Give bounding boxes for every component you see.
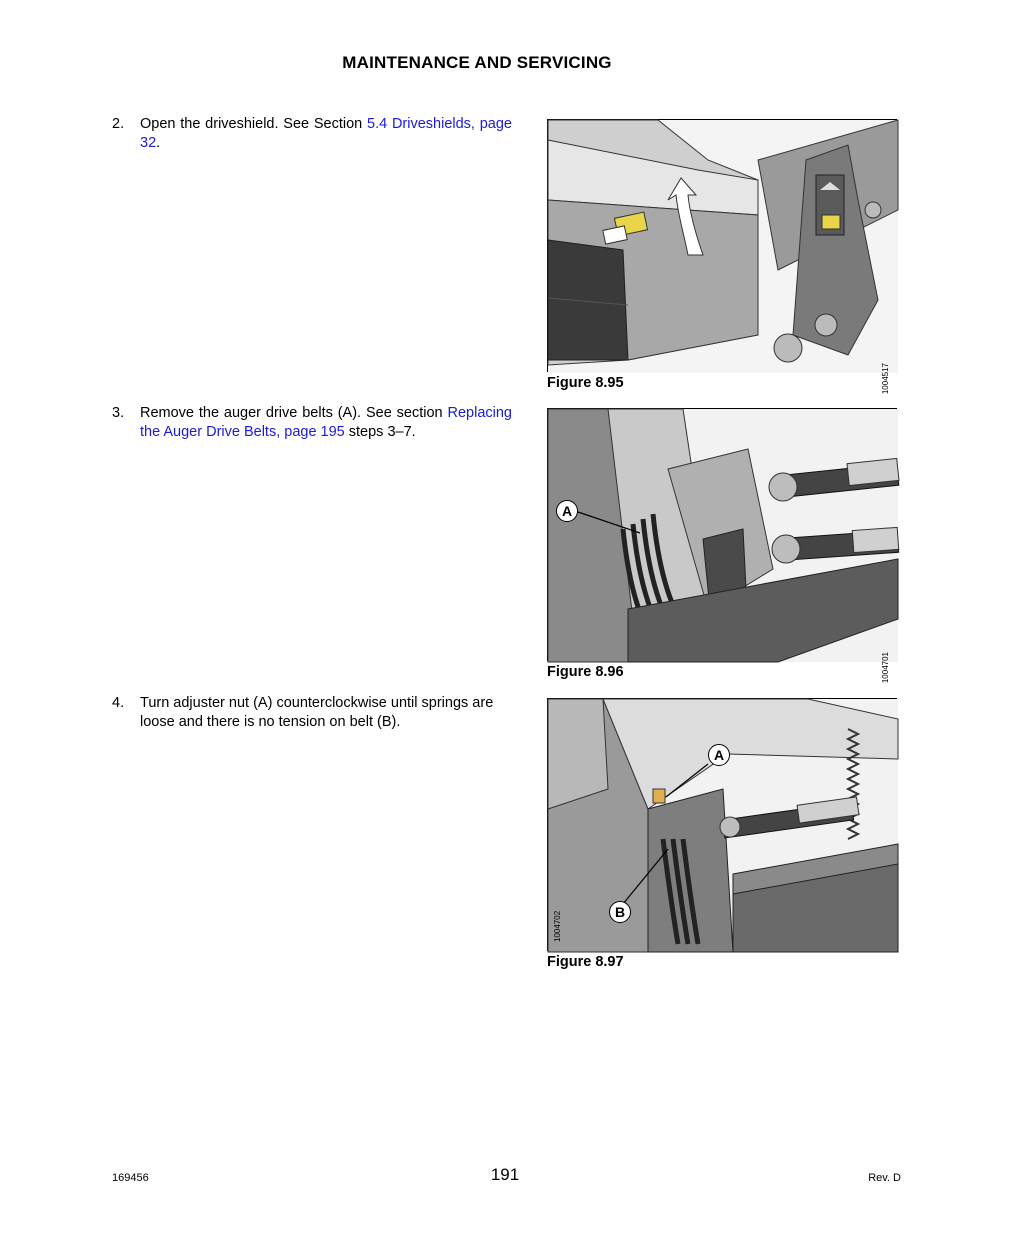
- step-number: 3.: [112, 405, 125, 421]
- step-2: [112, 115, 512, 153]
- auger-belts-illustration: [548, 409, 898, 662]
- step-text: [140, 115, 512, 153]
- step-4: [112, 694, 512, 732]
- figure-adjuster-nut: [547, 698, 897, 951]
- page-header-title: MAINTENANCE AND SERVICING: [342, 53, 612, 72]
- figure-caption: Figure 8.95: [547, 375, 624, 391]
- callout-a: A: [556, 500, 578, 522]
- figure-caption: Figure 8.97: [547, 954, 624, 970]
- driveshield-illustration: [548, 120, 898, 373]
- step-text-part: Remove the auger drive belts (A). See section: [140, 405, 448, 421]
- step-text-part: .: [156, 135, 161, 151]
- replacing-auger-belts-link[interactable]: Replacing the Auger Drive Belts, page 195: [140, 405, 512, 440]
- figure-id-number: 1004701: [881, 652, 890, 684]
- figure-caption: Figure 8.96: [547, 664, 624, 680]
- figure-id-number: 1004702: [553, 910, 562, 942]
- callout-b: B: [609, 901, 631, 923]
- step-number: 4.: [112, 695, 125, 711]
- step-number: 2.: [112, 116, 125, 132]
- step-text-part: Open the driveshield. See Section: [140, 116, 368, 132]
- step-text: [140, 404, 512, 442]
- figure-id-number: 1004517: [881, 363, 890, 395]
- driveshields-link[interactable]: 5.4 Driveshields, page 32: [140, 116, 512, 151]
- footer-page-number: 191: [490, 1165, 520, 1184]
- step-3: [112, 404, 512, 442]
- step-text-part: steps 3–7.: [344, 424, 416, 440]
- step-text-part: Turn adjuster nut (A) counterclockwise until springs are loose and there is no tension on belt (B).: [140, 695, 494, 730]
- footer-doc-number: 169456: [112, 1172, 149, 1184]
- callout-a: A: [708, 744, 730, 766]
- footer-revision: Rev. D: [868, 1172, 901, 1184]
- step-text: [140, 694, 512, 732]
- adjuster-nut-illustration: [548, 699, 898, 952]
